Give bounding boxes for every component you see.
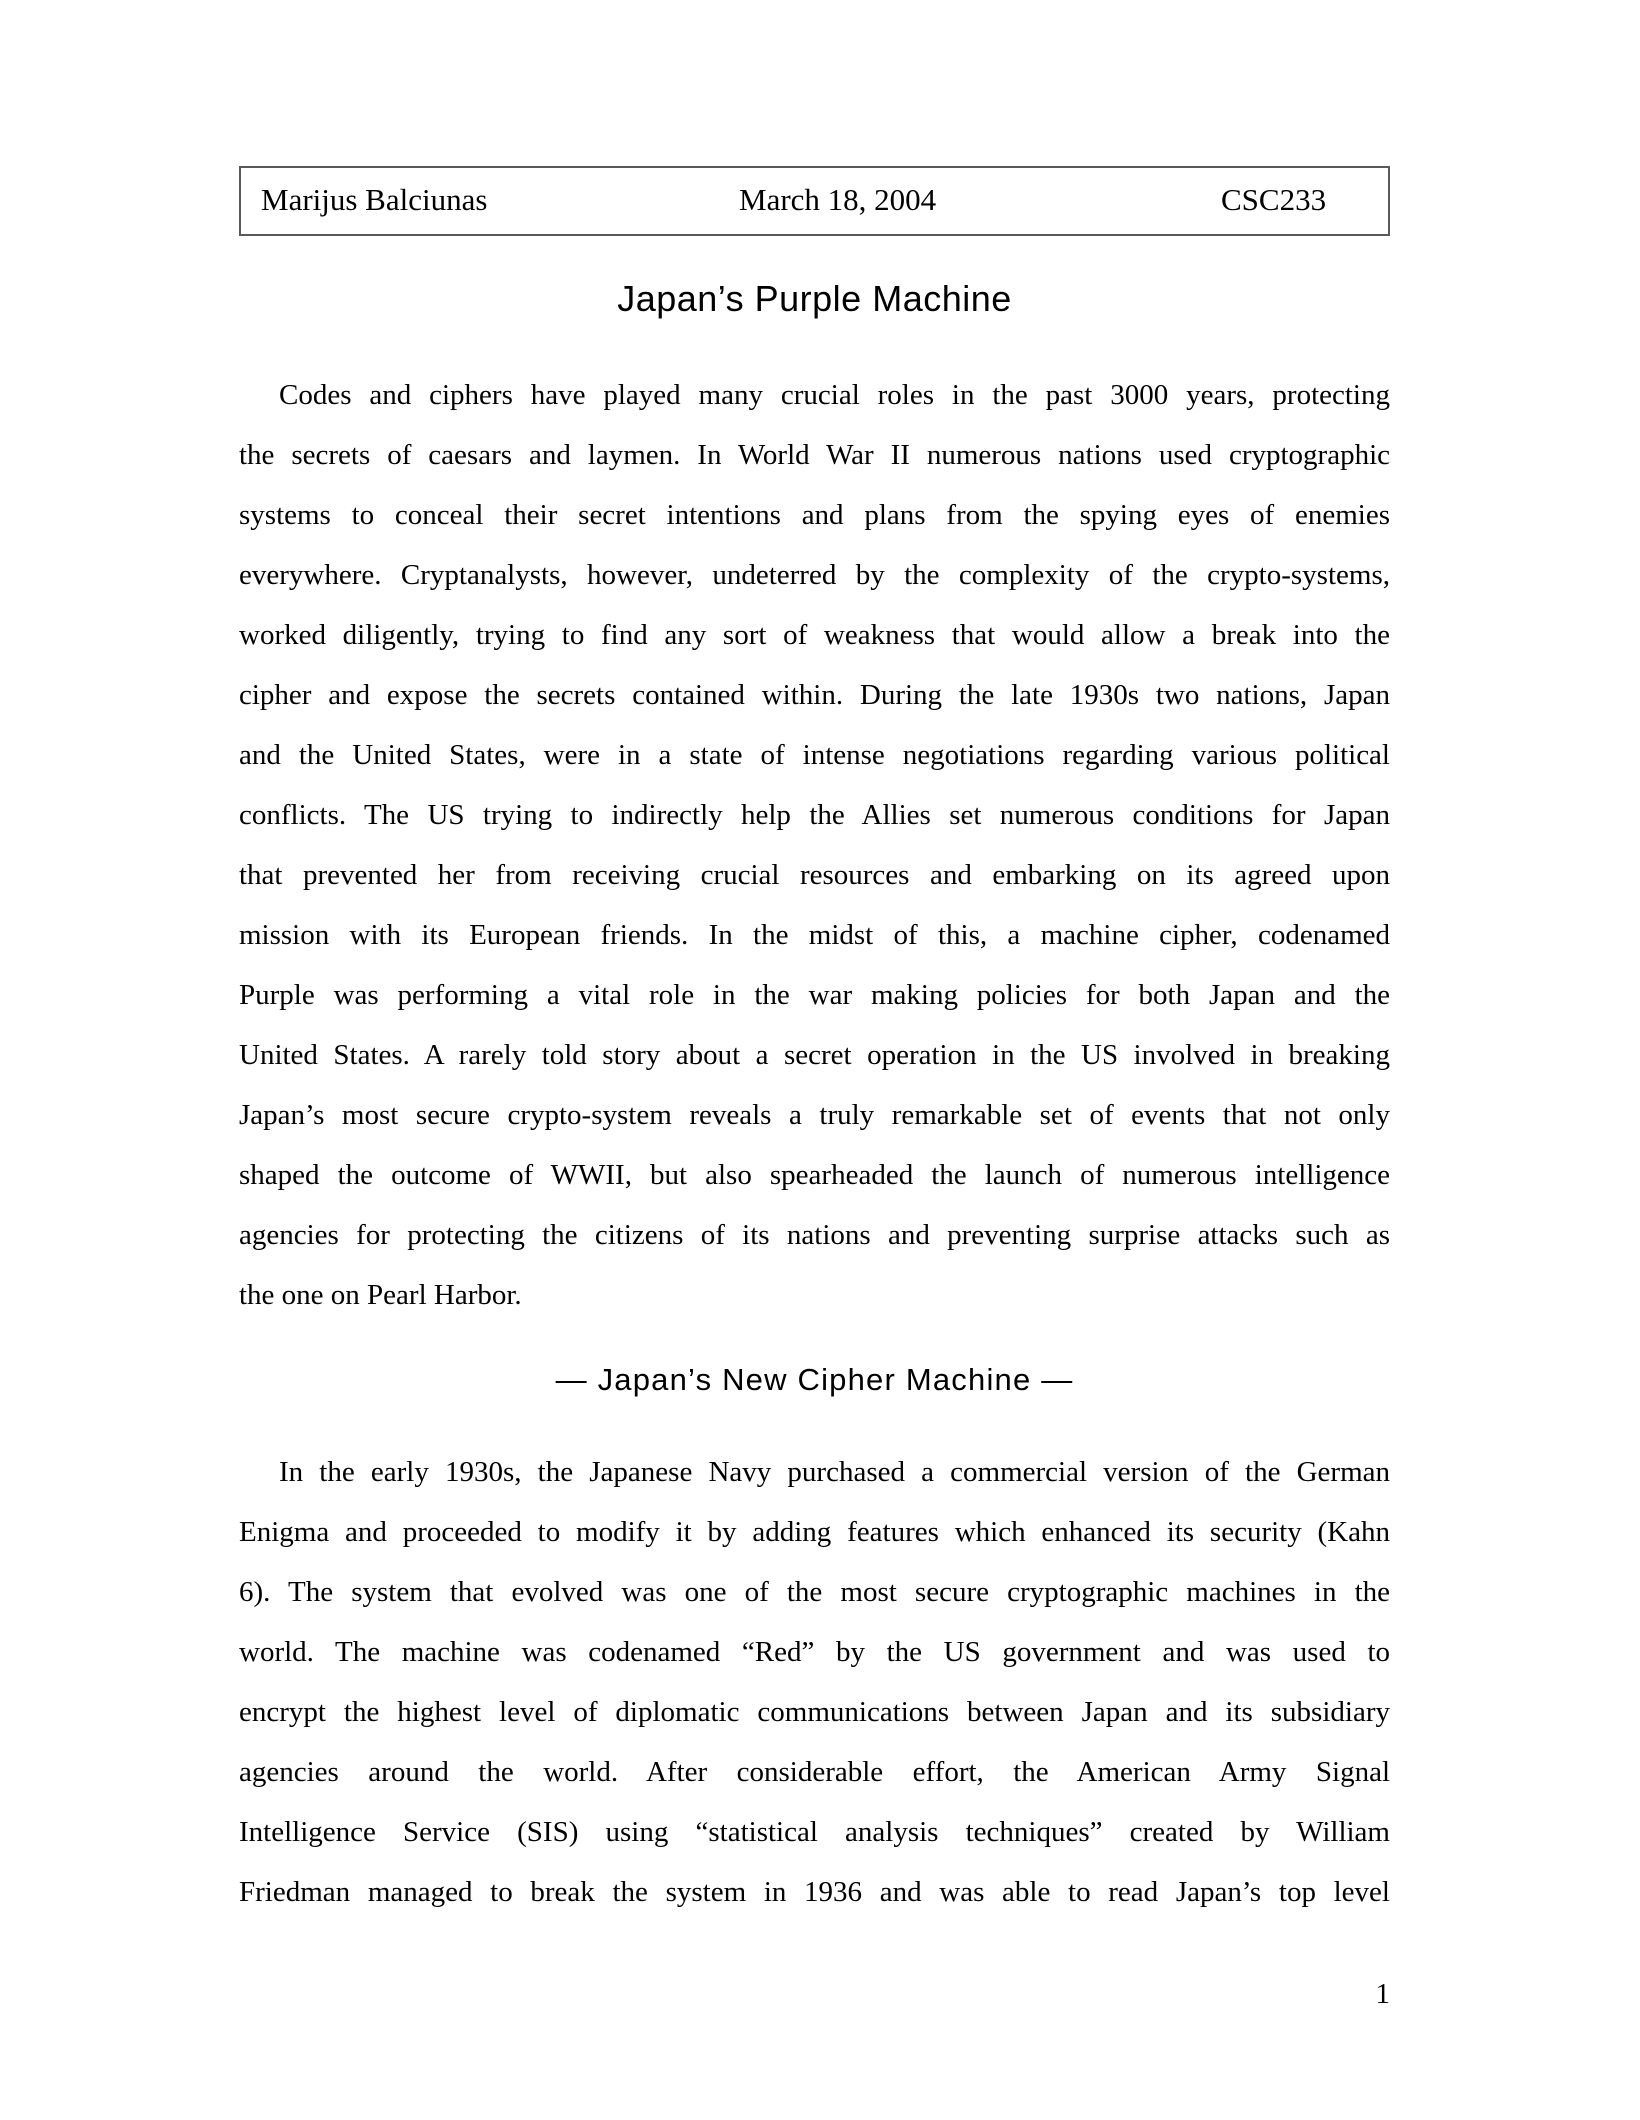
paragraph-line: everywhere. Cryptanalysts, however, undeterred by the complexity of the crypto-systems, [239, 559, 1390, 591]
paragraph-line: encrypt the highest level of diplomatic communications between Japan and its subsidiary [239, 1696, 1390, 1728]
paragraph-line: mission with its European friends. In the midst of this, a machine cipher, codenamed [239, 919, 1390, 951]
paragraph-line: agencies for protecting the citizens of its nations and preventing surprise attacks such as [239, 1219, 1390, 1251]
header-box [239, 166, 1390, 236]
paragraph-line: world. The machine was codenamed “Red” by the US government and was used to [239, 1636, 1390, 1668]
paragraph-line: Purple was performing a vital role in the war making policies for both Japan and the [239, 979, 1390, 1011]
paragraph-line: the one on Pearl Harbor. [239, 1279, 522, 1311]
paragraph-line: 6). The system that evolved was one of the most secure cryptographic machines in the [239, 1576, 1390, 1608]
paragraph-line: Friedman managed to break the system in 1936 and was able to read Japan’s top level [239, 1876, 1390, 1908]
paragraph-line: that prevented her from receiving crucial resources and embarking on its agreed upon [239, 859, 1390, 891]
paragraph-line: and the United States, were in a state of intense negotiations regarding various political [239, 739, 1390, 771]
paragraph-line: Enigma and proceeded to modify it by adding features which enhanced its security (Kahn [239, 1516, 1390, 1548]
document-title: Japan’s Purple Machine [617, 278, 1012, 319]
paragraph-line: the secrets of caesars and laymen. In World War II numerous nations used cryptographic [239, 439, 1390, 471]
course-code: CSC233 [1221, 182, 1327, 217]
document-date: March 18, 2004 [739, 182, 937, 217]
section-paragraph [239, 1442, 1390, 1922]
paragraph-line: shaped the outcome of WWII, but also spearheaded the launch of numerous intelligence [239, 1159, 1390, 1191]
paragraph-line: In the early 1930s, the Japanese Navy purchased a commercial version of the German [279, 1456, 1390, 1488]
page-number: 1 [1375, 1978, 1390, 2010]
paragraph-line: systems to conceal their secret intentions and plans from the spying eyes of enemies [239, 499, 1390, 531]
intro-paragraph [239, 365, 1390, 1325]
paragraph-line: worked diligently, trying to find any sort of weakness that would allow a break into the [239, 619, 1390, 651]
paragraph-line: cipher and expose the secrets contained within. During the late 1930s two nations, Japan [239, 679, 1390, 711]
paragraph-line: United States. A rarely told story about a secret operation in the US involved in breaking [239, 1039, 1390, 1071]
paragraph-line: conflicts. The US trying to indirectly help the Allies set numerous conditions for Japan [239, 799, 1390, 831]
paragraph-line: agencies around the world. After considerable effort, the American Army Signal [239, 1756, 1390, 1788]
paragraph-line: Intelligence Service (SIS) using “statistical analysis techniques” created by William [239, 1816, 1390, 1848]
author-name: Marijus Balciunas [261, 182, 488, 217]
paragraph-line: Codes and ciphers have played many crucial roles in the past 3000 years, protecting [279, 379, 1390, 411]
section-heading: — Japan’s New Cipher Machine — [555, 1362, 1074, 1397]
paragraph-line: Japan’s most secure crypto-system reveals a truly remarkable set of events that not only [239, 1099, 1390, 1131]
